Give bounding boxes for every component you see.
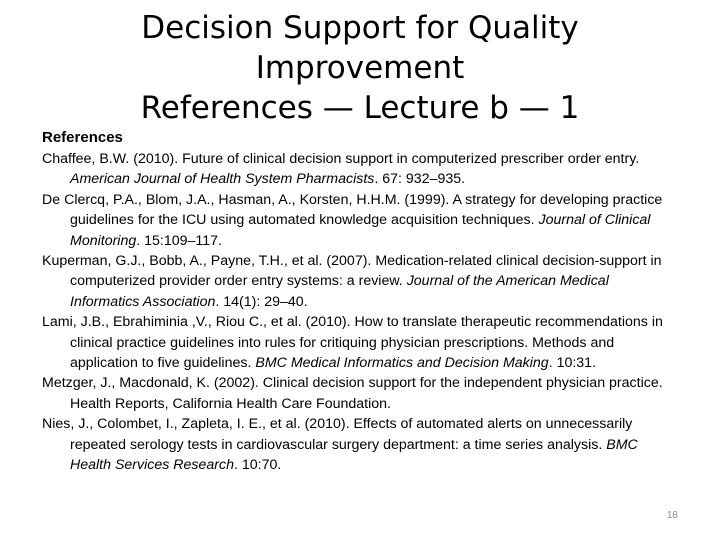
reference-item: [42, 149, 682, 190]
reference-text: Kuperman, G.J., Bobb, A., Payne, T.H., et al. (2007). Medication-related clinical decision-support in computerized provider order entry systems: a review.: [42, 253, 662, 290]
title-line-2: Improvement: [255, 50, 465, 86]
reference-item: [42, 373, 682, 414]
reference-item: [42, 312, 682, 373]
reference-journal: BMC Medical Informatics and Decision Making: [255, 355, 549, 372]
reference-details: . 14(1): 29–40.: [215, 293, 308, 310]
reference-item: [42, 414, 682, 475]
slide-number: 18: [666, 510, 678, 521]
reference-details: . 10:31.: [548, 355, 597, 372]
slide-title: [40, 8, 680, 128]
reference-journal: American Journal of Health System Pharmacists: [70, 171, 375, 188]
reference-journal: BMC Health Services Research: [70, 436, 638, 474]
title-line-3: References — Lecture b — 1: [140, 90, 580, 126]
reference-text: Chaffee, B.W. (2010). Future of clinical decision support in computerized prescriber order entry.: [42, 151, 640, 167]
reference-text: Metzger, J., Macdonald, K. (2002). Clinical decision support for the independent physician practice. Health Reports, California Health Care Foundation.: [42, 375, 663, 412]
reference-journal: Journal of Clinical Monitoring: [70, 212, 651, 249]
reference-details: . 15:109–117.: [136, 232, 222, 249]
title-line-1: Decision Support for Quality: [141, 10, 579, 46]
reference-item: [42, 190, 682, 251]
reference-item: [42, 251, 682, 312]
reference-text: De Clercq, P.A., Blom, J.A., Hasman, A., Korsten, H.H.M. (1999). A strategy for developing practice guidelines for the ICU using automated knowledge acquisition techniques.: [42, 191, 663, 229]
reference-details: . 10:70.: [234, 457, 282, 474]
reference-text: Nies, J., Colombet, I., Zapleta, I. E., et al. (2010). Effects of automated alerts on unnecessarily repeated serology tests in cardiovascular surgery department: a time series analysis.: [42, 416, 633, 453]
reference-text: Lami, J.B., Ebrahiminia ,V., Riou C., et al. (2010). How to translate therapeutic recommendations in clinical practice guidelines into rules for critiquing physician prescriptions. Methods and application to five guidelines.: [42, 314, 663, 372]
reference-journal: Journal of the American Medical Informatics Association: [70, 273, 609, 310]
reference-details: . 67: 932–935.: [374, 171, 466, 188]
references-body: [42, 128, 682, 476]
references-heading: References: [42, 129, 123, 146]
